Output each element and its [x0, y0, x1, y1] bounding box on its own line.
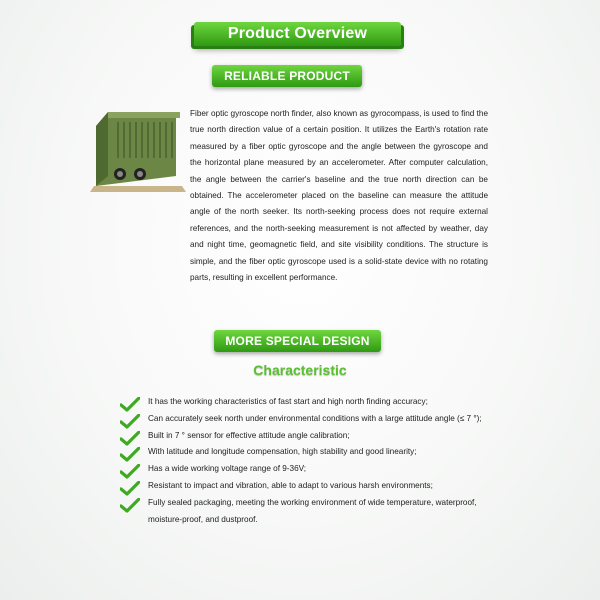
section-title: RELIABLE PRODUCT [224, 69, 350, 83]
north-finder-device-image [88, 106, 188, 194]
list-item [120, 444, 490, 461]
feature-text: Can accurately seek north under environmental conditions with a large attitude angle (≤ 7 °); [148, 413, 482, 423]
feature-text: Built in 7 ° sensor for effective attitude angle calibration; [148, 430, 350, 440]
checkmark-icon [120, 481, 140, 496]
list-item [120, 461, 490, 478]
list-item [120, 495, 490, 529]
list-item [120, 411, 490, 428]
product-overview-banner [194, 22, 401, 46]
list-item [120, 428, 490, 445]
overview-paragraph: Fiber optic gyroscope north finder, also known as gyrocompass, is used to find the true north direction value of a certain position. It utilizes the Earth's rotation rate measured by a fiber optic gyroscope and the angle between the gyroscope and the horizontal plane measured by an accelerometer. After computer calculation, the angle between the carrier's baseline and the true north direction can be obtained. The accelerometer placed on the baseline can measure the attitude angle of the north seeker. Its north-seeking process does not require external references, and the north-seeking measurement is not affected by weather, day and night time, geomagnetic field, and site visibility conditions. The structure is simple, and the fiber optic gyroscope used is a solid-state device with no rotating parts, resulting in excellent performance. [190, 109, 488, 283]
checkmark-icon [120, 414, 140, 429]
characteristic-heading: Characteristic [253, 362, 347, 378]
checkmark-icon [120, 397, 140, 412]
special-design-banner [214, 330, 381, 352]
feature-text: It has the working characteristics of fast start and high north finding accuracy; [148, 397, 428, 406]
checkmark-icon [120, 431, 140, 446]
reliable-product-banner [212, 65, 362, 87]
list-item [120, 394, 490, 411]
feature-text: Fully sealed packaging, meeting the working environment of wide temperature, waterproof, moisture-proof, and dustproof. [148, 497, 477, 524]
checkmark-icon [120, 447, 140, 462]
feature-text: Resistant to impact and vibration, able to adapt to various harsh environments; [148, 480, 433, 490]
checkmark-icon [120, 498, 140, 513]
list-item [120, 478, 490, 495]
checkmark-icon [120, 464, 140, 479]
feature-text: With latitude and longitude compensation, high stability and good linearity; [148, 447, 417, 457]
page-title: Product Overview [227, 25, 368, 42]
features-list [120, 394, 490, 528]
section-title: MORE SPECIAL DESIGN [225, 334, 370, 348]
feature-text: Has a wide working voltage range of 9-36V; [148, 464, 307, 474]
